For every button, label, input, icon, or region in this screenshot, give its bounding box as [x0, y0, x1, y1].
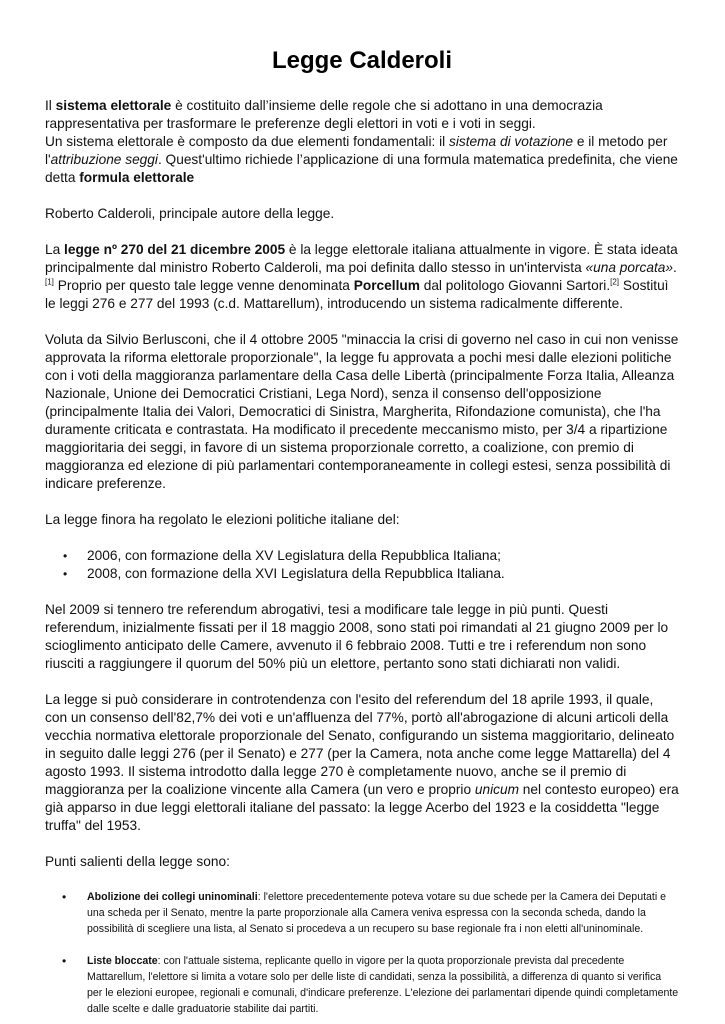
text-run: La legge si può considerare in controtendenza con l'esito del referendum del 18 aprile 1993, il quale, con un consenso dell'82,7% dei voti e un'affluenza del 77%, portò all'abrogazione di alcuni articoli della vecchia normativa elettorale proporzionale del Senato, configurando un sistema maggioritario, delineato in seguito dalle leggi 276 (per il Senato) e 277 (per la Camera, nota anche come legge Mattarella) del 4 agosto 1993. Il sistema introdotto dalla legge 270 è completamente nuovo, anche se il premio di maggioranza per la coalizione vincente alla Camera (un vero e proprio [45, 692, 675, 797]
page-title: Legge Calderoli [271, 47, 453, 74]
bold-term: sistema elettorale [55, 98, 172, 113]
paragraph-history: Voluta da Silvio Berlusconi, che il 4 ottobre 2005 "minaccia la crisi di governo nel caso in cui non venisse approvata la riforma elettorale proporzionale", la legge fu approvata a pochi mesi dalle elezioni politiche con i voti della maggioranza parlamentare della Casa delle Libertà (principalmente Forza Italia, Alleanza Nazionale, Unione dei Democratici Cristiani, Lega Nord), senza il consenso dell'opposizione (principalmente Italia dei Valori, Democratici di Sinistra, Margherita, Rifondazione comunista), che l'ha duramente criticata e contrastata. Ha modificato il precedente meccanismo misto, per 3/4 a ripartizione maggioritaria dei seggi, in favore di un sistema proporzionale corretto, a coalizione, con premio di maggioranza ed elezione di più parlamentari contemporaneamente in collegi estesi, senza possibilità di indicare preferenze. [45, 332, 679, 491]
bold-term: formula elettorale [79, 170, 195, 185]
italic-term: sistema di votazione [449, 134, 574, 149]
text-run: e il metodo per l' [45, 134, 668, 167]
text-run: Sostituì le leggi 276 e 277 del 1993 (c.d. Mattarellum), introducendo un sistema radicalmente differente. [45, 278, 669, 311]
list-item: • 2008, con formazione della XVI Legislatura della Repubblica Italiana. [45, 565, 679, 583]
point-text: : l'elettore precedentemente poteva votare su due schede per la Camera dei Deputati e una scheda per il Senato, mentre la parte proporzionale alla Camera veniva espressa con la seconda scheda, dando la possibilità di scegliere una lista, al Senato si procedeva a un recupero su base regionale fra i non eletti all'uninominale. [87, 891, 667, 935]
text-run: La [45, 242, 65, 257]
paragraph-referendum: Nel 2009 si tennero tre referendum abrogativi, tesi a modificare tale legge in più punti. Questi referendum, inizialmente fissati per il 18 maggio 2008, sono stati poi rimandati al 21 giugno 2009 per lo scioglimento anticipato delle Camere, avvenuto il 6 febbraio 2008. Tutti e tre i referendum non sono riusciti a raggiungere il quorum del 50% più un elettore, pertanto sono stati dichiarati non validi. [45, 602, 669, 671]
image-caption: Roberto Calderoli, principale autore della legge. [45, 206, 335, 221]
text-run: . Quest'ultimo richiede l’applicazione di una formula matematica predefinita, che viene detta [45, 152, 678, 185]
text-run: nel contesto europeo) era già apparso in due leggi elettorali italiane del passato: la legge Acerbo del 1923 e la cosiddetta "legge truffa" del 1953. [45, 782, 679, 833]
italic-term: unicum [474, 782, 519, 797]
bold-term: legge nº 270 del 21 dicembre 2005 [64, 242, 286, 257]
footnote-ref[interactable]: [1] [45, 277, 54, 287]
bold-term: Porcellum [353, 278, 420, 293]
text-run: Un sistema elettorale è composto da due elementi fondamentali: il [45, 134, 450, 149]
point-term: Liste bloccate [87, 955, 158, 967]
paragraph-intro [45, 97, 679, 187]
text-run: Proprio per questo tale legge venne denominata [53, 278, 354, 293]
footnote-ref[interactable]: [2] [610, 277, 620, 287]
text-run: . [673, 260, 677, 275]
text-run: è la legge elettorale italiana attualmente in vigore. È stata ideata principalmente dal ministro Roberto Calderoli, ma poi definita dallo stesso in un'intervista [45, 242, 678, 275]
list-item [45, 889, 679, 937]
point-term: Abolizione dei collegi uninominali [87, 891, 258, 903]
elections-list [45, 547, 679, 583]
text-run: è costituito dall’insieme delle regole che si adottano in una democrazia rappresentativa per trasformare le preferenze degli elettori in voti e i voti in seggi. [45, 98, 603, 131]
paragraph-law [45, 241, 679, 313]
list-item: • 2006, con formazione della XV Legislatura della Repubblica Italiana; [45, 547, 679, 565]
point-text: : con l'attuale sistema, replicante quello in vigore per la quota proporzionale prevista dal precedente Mattarellum, l'elettore si limita a votare solo per delle liste di candidati, senza la possibilità, a differenza di quanto si verifica per le elezioni europee, regionali e comunali, d'indicare preferenze. L'elezione dei parlamentari dipende quindi completamente dalle scelte e dalle graduatorie stabilite dai partiti. [87, 955, 679, 1015]
italic-quote: «una porcata» [585, 260, 674, 275]
paragraph-context [45, 691, 679, 835]
text-run: Il [45, 98, 56, 113]
points-list [45, 889, 679, 1017]
paragraph-points-intro: Punti salienti della legge sono: [45, 854, 230, 869]
list-item [45, 953, 679, 1017]
document-body [45, 97, 679, 1017]
italic-term: attribuzione seggi [50, 152, 158, 167]
paragraph-elections-intro: La legge finora ha regolato le elezioni politiche italiane del: [45, 512, 400, 527]
text-run: dal politologo Giovanni Sartori. [419, 278, 611, 293]
